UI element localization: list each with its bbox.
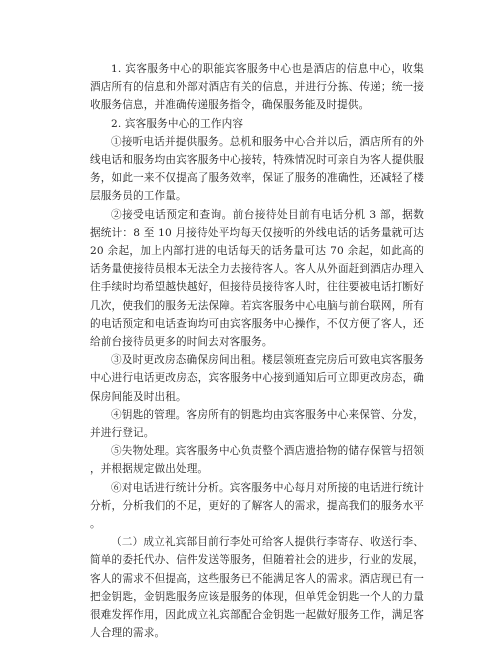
paragraph-phone-reservations: ②接受电话预定和查询。前台接待处目前有电话分机 3 部，据数据统计：8 至 10 月接待处平均每天仅接听的外线电话的话务量就可达 20 余起，加上内部打进的电话每天的话务量可达 70 余起，如此高的话务量使接待员根本无法全力去接待客人。客人从外面赶到酒店办理入住手续时均希望越快越好，但接待员接待客人时，往往要被电话打断好几次，使我们的服务无法保障。若宾客服务中心电脑与前台联网，所有的电话预定和电话查询均可由宾客服务中心操作，不仅方便了客人，还给前台接待员更多的时间去对客服务。 (90, 208, 424, 349)
paragraph-concierge-department: （二）成立礼宾部目前行李处可给客人提供行李寄存、收送行李、简单的委托代办、信件发送等服务，但随着社会的进步，行业的发展，客人的需求不但提高，这些服务已不能满足客人的需求。酒店现已有一把金钥匙，金钥匙服务应该是服务的体现，但单凭金钥匙一个人的力量很难发挥作用，因此成立礼宾部配合金钥匙一起做好服务工作，满足客人合理的需求。 (90, 536, 424, 640)
paragraph-key-management: ④钥匙的管理。客房所有的钥匙均由宾客服务中心来保管、分发，并进行登记。 (90, 408, 424, 440)
paragraph-answer-calls: ①接听电话并提供服务。总机和服务中心合并以后，酒店所有的外线电话和服务均由宾客服务中心接转，特殊情况时可亲自为客人提供服务，如此一来不仅提高了服务效率，保证了服务的准确性，还减轻了楼层服务员的工作量。 (90, 135, 424, 203)
paragraph-call-statistics: ⑥对电话进行统计分析。宾客服务中心每月对所接的电话进行统计分析，分析我们的不足，更好的了解客人的需求，提高我们的服务水平。 (90, 481, 424, 531)
paragraph-lost-and-found: ⑤失物处理。宾客服务中心负责整个酒店遗拾物的储存保管与招领，并根据规定做出处理。 (90, 445, 424, 476)
paragraph-room-status: ③及时更改房态确保房间出租。楼层领班查完房后可致电宾客服务中心进行电话更改房态，宾客服务中心接到通知后可立即更改房态，确保房间能及时出租。 (90, 354, 424, 403)
document-body (90, 60, 424, 643)
section-heading-work-content: 2. 宾客服务中心的工作内容 (111, 117, 244, 130)
paragraph-guest-service-center-function: 1. 宾客服务中心的职能宾客服务中心也是酒店的信息中心，收集酒店所有的信息和外部对酒店有关的信息，并进行分拣、传递；统一接收服务信息，并准确传递服务指令，确保服务能及时提供。 (90, 63, 424, 112)
